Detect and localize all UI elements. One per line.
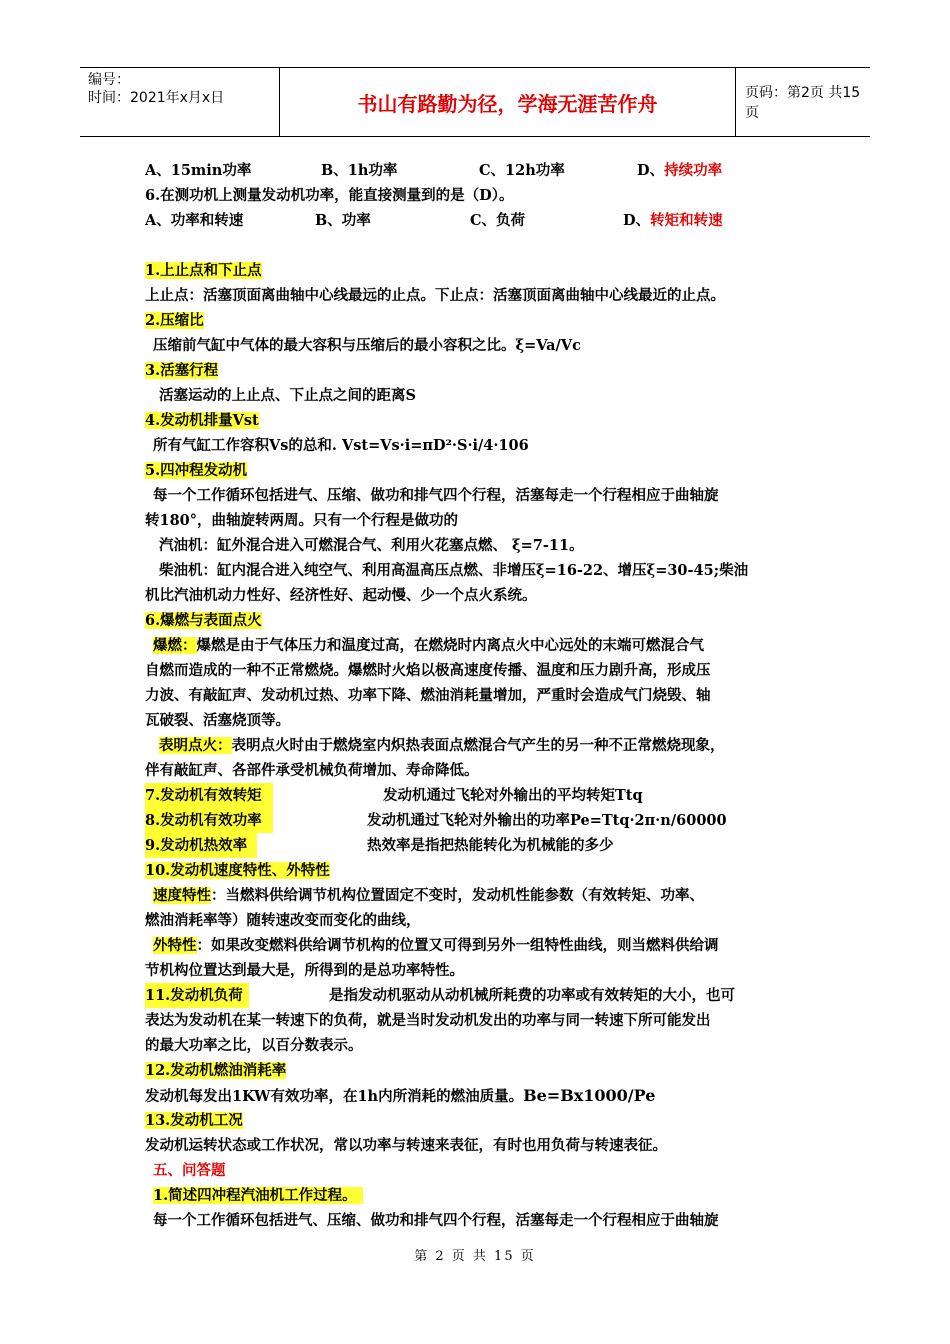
term-title: 11.发动机负荷 xyxy=(145,983,249,1008)
q6-options-row xyxy=(145,208,817,233)
term-text: 机比汽油机动力性好、经济性好、起动慢、少一个点火系统。 xyxy=(145,587,537,604)
term-title: 7.发动机有效转矩 xyxy=(145,783,273,808)
option-d-label: D、 xyxy=(637,162,665,179)
term-text: 力波、有敲缸声、发动机过热、功率下降、燃油消耗量增加，严重时会造成气门烧毁、轴 xyxy=(145,687,711,704)
external-characteristic-label: 外特性 xyxy=(153,937,197,954)
surface-ignition-label: 表明点火： xyxy=(159,737,232,754)
answer-text: 每一个工作循环包括进气、压缩、做功和排气四个行程，活塞每走一个行程相应于曲轴旋 xyxy=(153,1212,719,1229)
term-text: 表达为发动机在某一转速下的负荷，就是当时发动机发出的功率与同一转速下所可能发出 xyxy=(145,1012,711,1029)
q5-options-row xyxy=(145,158,817,183)
term-title: 4.发动机排量Vst xyxy=(145,412,259,429)
term-title: 12.发动机燃油消耗率 xyxy=(145,1062,287,1079)
term-title: 1.上止点和下止点 xyxy=(145,262,262,279)
page-header xyxy=(80,67,870,137)
option-d-answer: 转矩和转速 xyxy=(650,212,723,229)
serial-label: 编号： xyxy=(88,72,130,88)
term-text: 汽油机：缸外混合进入可燃混合气、利用火花塞点燃、 ξ=7-11。 xyxy=(159,537,584,554)
term-text: 热效率是指把热能转化为机械能的多少 xyxy=(367,837,614,854)
term-title: 3.活塞行程 xyxy=(145,362,219,379)
option-c: C、负荷 xyxy=(470,212,526,229)
term-text: 瓦破裂、活塞烧顶等。 xyxy=(145,712,290,729)
term-text: ：当燃料供给调节机构位置固定不变时，发动机性能参数（有效转矩、功率、 xyxy=(211,887,704,904)
option-b: B、功率 xyxy=(315,212,371,229)
term-title: 2.压缩比 xyxy=(145,312,204,329)
term-text: 伴有敲缸声、各部件承受机械负荷增加、寿命降低。 xyxy=(145,762,479,779)
question-title: 1.简述四冲程汽油机工作过程。 xyxy=(153,1187,363,1204)
fuel-consumption-formula: Be=Bx1000/Pe xyxy=(523,1086,656,1105)
header-meta-cell xyxy=(80,68,280,136)
option-d-answer: 持续功率 xyxy=(664,162,723,179)
term-text: 柴油机：缸内混合进入纯空气、利用高温高压点燃、非增压ξ=16-22、增压ξ=30-45;柴油 xyxy=(159,562,749,579)
term-text: 的最大功率之比，以百分数表示。 xyxy=(145,1037,363,1054)
speed-characteristic-label: 速度特性 xyxy=(153,887,211,904)
term-title: 13.发动机工况 xyxy=(145,1112,243,1129)
term-text: 转180°，曲轴旋转两周。只有一个行程是做功的 xyxy=(145,512,459,529)
option-b: B、1h功率 xyxy=(321,162,398,179)
option-d-label: D、 xyxy=(623,212,651,229)
term-text: 上止点：活塞顶面离曲轴中心线最远的止点。下止点：活塞顶面离曲轴中心线最近的止点。 xyxy=(145,287,725,304)
header-motto: 书山有路勤为径，学海无涯苦作舟 xyxy=(280,68,736,136)
term-text: 是指发动机驱动从动机械所耗费的功率或有效转矩的大小，也可 xyxy=(329,987,735,1004)
header-page-info: 页码：第2页 共15页 xyxy=(745,85,861,121)
term-text: 节机构位置达到最大是，所得到的是总功率特性。 xyxy=(145,962,464,979)
term-text: 压缩前气缸中气体的最大容积与压缩后的最小容积之比。ξ=Va/Vc xyxy=(153,337,581,354)
term-title: 8.发动机有效功率 xyxy=(145,808,273,833)
term-title: 6.爆燃与表面点火 xyxy=(145,612,262,629)
term-text: 燃油消耗率等）随转速改变而变化的曲线， xyxy=(145,912,421,929)
q6-stem: 6.在测功机上测量发动机功率，能直接测量到的是（D）。 xyxy=(145,187,514,204)
section-title: 五、问答题 xyxy=(153,1162,226,1179)
term-text: 爆燃是由于气体压力和温度过高，在燃烧时内离点火中心远处的末端可燃混合气 xyxy=(196,637,704,654)
term-text: 发动机通过飞轮对外输出的功率Pe=Ttq·2π·n/60000 xyxy=(367,812,727,829)
term-text: 自燃而造成的一种不正常燃烧。爆燃时火焰以极高速度传播、温度和压力剧升高，形成压 xyxy=(145,662,711,679)
term-title: 9.发动机热效率 xyxy=(145,833,257,858)
term-text: 发动机每发出1KW有效功率，在1h内所消耗的燃油质量。 xyxy=(145,1088,524,1105)
document-body xyxy=(145,158,817,1233)
term-text: 每一个工作循环包括进气、压缩、做功和排气四个行程，活塞每走一个行程相应于曲轴旋 xyxy=(153,487,719,504)
option-a: A、功率和转速 xyxy=(145,212,244,229)
page-footer: 第 2 页 共 15 页 xyxy=(414,1249,536,1264)
knock-label: 爆燃： xyxy=(153,637,197,654)
term-title: 5.四冲程发动机 xyxy=(145,462,248,479)
term-text: 发动机运转状态或工作状况，常以功率与转速来表征，有时也用负荷与转速表征。 xyxy=(145,1137,667,1154)
term-title: 10.发动机速度特性、外特性 xyxy=(145,862,330,879)
option-a: A、15min功率 xyxy=(145,162,252,179)
option-c: C、12h功率 xyxy=(479,162,565,179)
term-text: 活塞运动的上止点、下止点之间的距离S xyxy=(159,387,416,404)
date-line: 时间：2021年x月x日 xyxy=(88,90,225,106)
term-text: 发动机通过飞轮对外输出的平均转矩Ttq xyxy=(383,787,643,804)
term-text: 所有气缸工作容积Vs的总和. Vst=Vs·i=πD²·S·i/4·106 xyxy=(153,437,529,454)
term-text: ：如果改变燃料供给调节机构的位置又可得到另外一组特性曲线，则当燃料供给调 xyxy=(196,937,719,954)
term-text: 表明点火时由于燃烧室内炽热表面点燃混合气产生的另一种不正常燃烧现象， xyxy=(231,737,725,754)
